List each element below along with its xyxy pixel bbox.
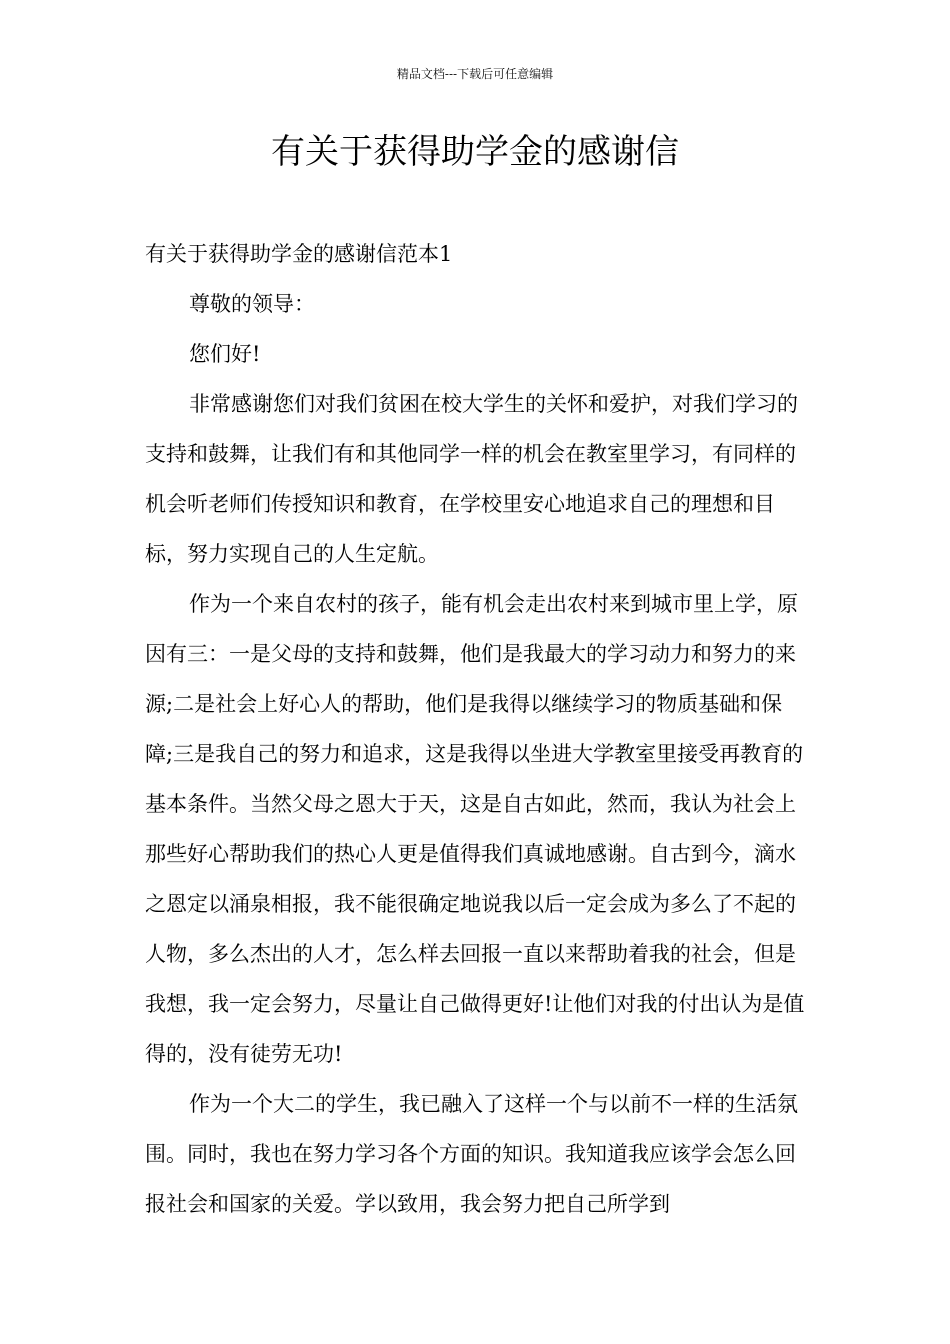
page-header: 精品文档---下载后可任意编辑	[396, 67, 554, 81]
body-paragraph: 作为一个来自农村的孩子，能有机会走出农村来到城市里上学，原因有三：一是父母的支持和鼓舞，他们是我最大的学习动力和努力的来源;二是社会上好心人的帮助，他们是我得以继续学习的物质基础和保障;三是我自己的努力和追求，这是我得以坐进大学教室里接受再教育的基本条件。当然父母之恩大于天，这是自古如此，然而，我认为社会上那些好心帮助我们的热心人更是值得我们真诚地感谢。自古到今，滴水之恩定以涌泉相报，我不能很确定地说我以后一定会成为多么了不起的人物，多么杰出的人才，怎么样去回报一直以来帮助着我的社会，但是我想，我一定会努力，尽量让自己做得更好!让他们对我的付出认为是值得的，没有徒劳无功!	[145, 592, 805, 1066]
section-title: 有关于获得助学金的感谢信范本1	[145, 242, 453, 266]
body-paragraph: 非常感谢您们对我们贫困在校大学生的关怀和爱护，对我们学习的支持和鼓舞，让我们有和其他同学一样的机会在教室里学习，有同样的机会听老师们传授知识和教育，在学校里安心地追求自己的理想和目标，努力实现自己的人生定航。	[145, 392, 798, 566]
document-title: 有关于获得助学金的感谢信	[271, 132, 679, 172]
salutation: 尊敬的领导：	[189, 292, 315, 316]
body-paragraph: 作为一个大二的学生，我已融入了这样一个与以前不一样的生活氛围。同时，我也在努力学习各个方面的知识。我知道我应该学会怎么回报社会和国家的关爱。学以致用，我会努力把自己所学到	[145, 1092, 798, 1216]
document-body	[145, 229, 810, 1229]
greeting: 您们好!	[189, 342, 261, 366]
